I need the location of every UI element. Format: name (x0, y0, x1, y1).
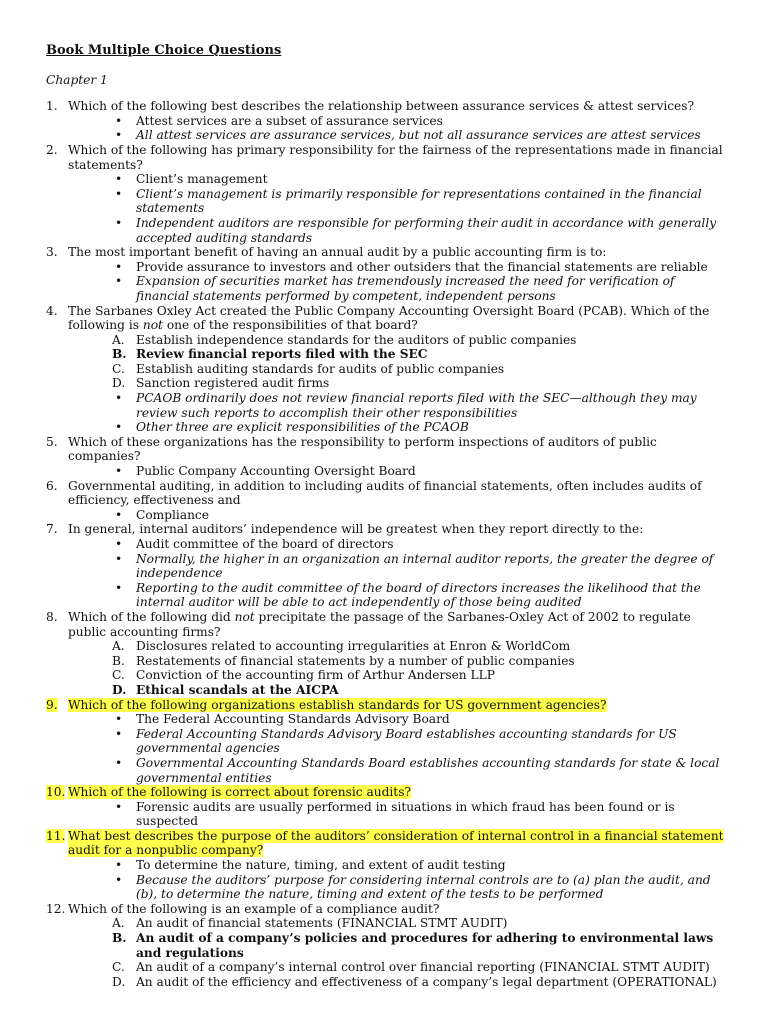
answer-list (68, 114, 728, 143)
answer-list (68, 172, 728, 245)
question-number: 7. (46, 522, 58, 537)
question-text: In general, internal auditors’ independence will be greatest when they report directly to the: (68, 522, 644, 537)
answer-bullet (112, 391, 728, 420)
answer-text: Provide assurance to investors and other outsiders that the financial statements are reliable (136, 259, 708, 274)
answer-text: Normally, the higher in an organization an internal auditor reports, the greater the degree of independence (136, 551, 714, 581)
bullet-marker: • (115, 172, 123, 187)
answer-list (68, 712, 728, 785)
answer-list (68, 333, 728, 435)
answer-choice (112, 683, 728, 698)
question-text (68, 304, 709, 333)
question-item (46, 522, 728, 610)
answer-bullet (112, 727, 728, 756)
answer-bullet (112, 552, 728, 581)
bullet-marker: • (115, 507, 123, 522)
question-item (46, 143, 728, 245)
question-number: 10. (46, 785, 66, 800)
answer-bullet (112, 128, 728, 143)
choice-letter: D. (112, 682, 127, 697)
question-number: 3. (46, 245, 58, 260)
chapter-heading: Chapter 1 (46, 72, 108, 87)
answer-choice (112, 916, 728, 931)
answer-bullet (112, 858, 728, 873)
choice-letter: C. (112, 960, 125, 975)
bullet-marker: • (115, 712, 123, 727)
question-item (46, 435, 728, 479)
bullet-marker: • (115, 799, 123, 814)
question-text-part: precipitate the passage of the Sarbanes-Oxley Act of 2002 to regulate public accounting firms? (68, 609, 691, 639)
answer-text: Establish independence standards for the auditors of public companies (136, 332, 577, 347)
answer-text: An audit of a company’s internal control over financial reporting (FINANCIAL STMT AUDIT) (136, 960, 710, 975)
answer-text: Compliance (136, 507, 209, 522)
question-text-part: The Sarbanes Oxley Act created the Public Company Accounting Oversight Board (PCAB). Which of the following is (68, 303, 710, 333)
question-number: 9. (46, 697, 58, 712)
question-text-emphasis: not (234, 609, 255, 624)
question-item (46, 610, 728, 698)
answer-list (68, 639, 728, 697)
question-item (46, 698, 728, 786)
answer-bullet (112, 756, 728, 785)
question-text: Which of these organizations has the responsibility to perform inspections of auditors of public companies? (68, 434, 657, 464)
bullet-marker: • (115, 391, 123, 406)
answer-bullet (112, 114, 728, 129)
question-text-part: one of the responsibilities of that board? (162, 318, 418, 333)
answer-list (68, 858, 728, 902)
answer-text: Public Company Accounting Oversight Board (136, 464, 416, 479)
answer-text: Client’s management is primarily responsible for representations contained in the financial statements (136, 186, 702, 216)
bullet-marker: • (115, 551, 123, 566)
answer-bullet (112, 581, 728, 610)
question-number: 4. (46, 303, 58, 318)
bullet-marker: • (115, 580, 123, 595)
choice-letter: C. (112, 361, 125, 376)
question-text-emphasis: not (142, 318, 163, 333)
answer-text: PCAOB ordinarily does not review financial reports filed with the SEC—although they may review such reports to accomplish their other responsibilities (136, 391, 697, 420)
bullet-marker: • (115, 858, 123, 873)
bullet-marker: • (115, 113, 123, 128)
answer-bullet (112, 712, 728, 727)
question-text: Which of the following has primary responsibility for the fairness of the representations made in financial statements? (68, 142, 723, 172)
question-item (46, 245, 728, 303)
answer-list (68, 260, 728, 304)
answer-choice (112, 668, 728, 683)
question-text: Which of the following organizations establish standards for US government agencies? (68, 697, 607, 712)
question-number: 6. (46, 478, 58, 493)
answer-text: Independent auditors are responsible for performing their audit in accordance with generally accepted auditing standards (136, 215, 717, 245)
answer-choice (112, 362, 728, 377)
answer-text: Client’s management (136, 172, 268, 187)
question-item (46, 902, 728, 990)
answer-bullet (112, 260, 728, 275)
choice-letter: A. (112, 332, 125, 347)
question-text: Governmental auditing, in addition to including audits of financial statements, often includes audits of efficiency, effectiveness and (68, 478, 702, 508)
answer-text: An audit of the efficiency and effectiveness of a company’s legal department (OPERATIONAL) (136, 974, 717, 989)
bullet-marker: • (115, 537, 123, 551)
question-text: Which of the following best describes the relationship between assurance services & attest services? (68, 99, 695, 114)
answer-text: All attest services are assurance services, but not all assurance services are attest services (136, 128, 701, 143)
bullet-marker: • (115, 872, 123, 887)
bullet-marker: • (115, 186, 123, 201)
bullet-marker: • (115, 259, 123, 274)
answer-text: Reporting to the audit committee of the board of directors increases the likelihood that the internal auditor will be able to act independently of those being audited (136, 580, 701, 610)
question-text (68, 610, 691, 639)
question-item (46, 785, 728, 829)
choice-letter: B. (112, 347, 127, 362)
choice-letter: C. (112, 668, 125, 683)
answer-choice (112, 654, 728, 669)
answer-bullet (112, 537, 728, 552)
answer-list (68, 916, 728, 989)
answer-text: An audit of financial statements (FINANCIAL STMT AUDIT) (136, 916, 508, 931)
answer-list (68, 508, 728, 523)
answer-bullet (112, 873, 728, 902)
question-text: What best describes the purpose of the auditors’ consideration of internal control in a financial statement audit for a nonpublic company? (68, 828, 724, 858)
question-item (46, 829, 728, 902)
answer-bullet (112, 464, 728, 479)
answer-text: Federal Accounting Standards Advisory Board establishes accounting standards for US governmental agencies (136, 726, 677, 756)
bullet-marker: • (115, 726, 123, 741)
answer-list (68, 464, 728, 479)
question-text: Which of the following is correct about forensic audits? (68, 785, 411, 800)
answer-text: Attest services are a subset of assurance services (136, 113, 443, 128)
answer-text: Audit committee of the board of directors (136, 537, 394, 551)
bullet-marker: • (115, 274, 123, 289)
answer-text: Review financial reports filed with the SEC (136, 347, 428, 362)
answer-choice (112, 333, 728, 348)
answer-list (68, 537, 728, 610)
answer-text: The Federal Accounting Standards Advisory Board (136, 712, 450, 727)
answer-bullet (112, 420, 728, 435)
answer-bullet (112, 172, 728, 187)
answer-choice (112, 347, 728, 362)
question-number: 1. (46, 99, 58, 114)
answer-choice (112, 376, 728, 391)
answer-text: Establish auditing standards for audits of public companies (136, 361, 505, 376)
question-item (46, 479, 728, 523)
question-text: Which of the following is an example of a compliance audit? (68, 901, 440, 916)
answer-choice (112, 975, 728, 990)
answer-text: Sanction registered audit firms (136, 376, 330, 391)
question-list (46, 99, 728, 989)
answer-text: Restatements of financial statements by a number of public companies (136, 653, 575, 668)
question-number: 2. (46, 142, 58, 157)
answer-choice (112, 931, 728, 960)
answer-bullet (112, 800, 728, 829)
answer-bullet (112, 187, 728, 216)
bullet-marker: • (115, 464, 123, 479)
choice-letter: B. (112, 931, 127, 946)
document-title: Book Multiple Choice Questions (46, 43, 282, 58)
answer-choice (112, 639, 728, 654)
answer-text: Other three are explicit responsibilities of the PCAOB (136, 420, 469, 435)
choice-letter: D. (112, 376, 126, 391)
question-number: 5. (46, 434, 58, 449)
answer-text: Conviction of the accounting firm of Arthur Andersen LLP (136, 668, 495, 683)
question-text: The most important benefit of having an annual audit by a public accounting firm is to: (68, 245, 607, 260)
answer-bullet (112, 508, 728, 523)
question-number: 12. (46, 901, 66, 916)
choice-letter: D. (112, 974, 126, 989)
answer-text: To determine the nature, timing, and extent of audit testing (136, 858, 506, 873)
bullet-marker: • (115, 128, 123, 143)
answer-text: Expansion of securities market has tremendously increased the need for verification of financial statements performed by competent, independent persons (136, 274, 675, 303)
answer-text: An audit of a company’s policies and procedures for adhering to environmental laws and regulations (136, 931, 714, 960)
question-item (46, 99, 728, 143)
answer-text: Governmental Accounting Standards Board establishes accounting standards for state & local governmental entities (136, 755, 720, 785)
answer-bullet (112, 274, 728, 303)
choice-letter: B. (112, 653, 125, 668)
bullet-marker: • (115, 215, 123, 230)
answer-choice (112, 960, 728, 975)
answer-text: Ethical scandals at the AICPA (136, 682, 339, 697)
question-text-part: Which of the following did (68, 609, 235, 624)
question-item (46, 304, 728, 435)
choice-letter: A. (112, 639, 125, 654)
answer-text: Because the auditors’ purpose for considering internal controls are to (a) plan the audit, and (b), to determine the nature, timing and extent of the tests to be performed (136, 872, 711, 902)
answer-text: Forensic audits are usually performed in situations in which fraud has been found or is suspected (136, 799, 675, 829)
question-number: 11. (46, 828, 66, 843)
answer-list (68, 800, 728, 829)
choice-letter: A. (112, 916, 125, 931)
answer-bullet (112, 216, 728, 245)
bullet-marker: • (115, 755, 123, 770)
bullet-marker: • (115, 420, 123, 435)
question-number: 8. (46, 609, 58, 624)
answer-text: Disclosures related to accounting irregularities at Enron & WorldCom (136, 639, 571, 654)
